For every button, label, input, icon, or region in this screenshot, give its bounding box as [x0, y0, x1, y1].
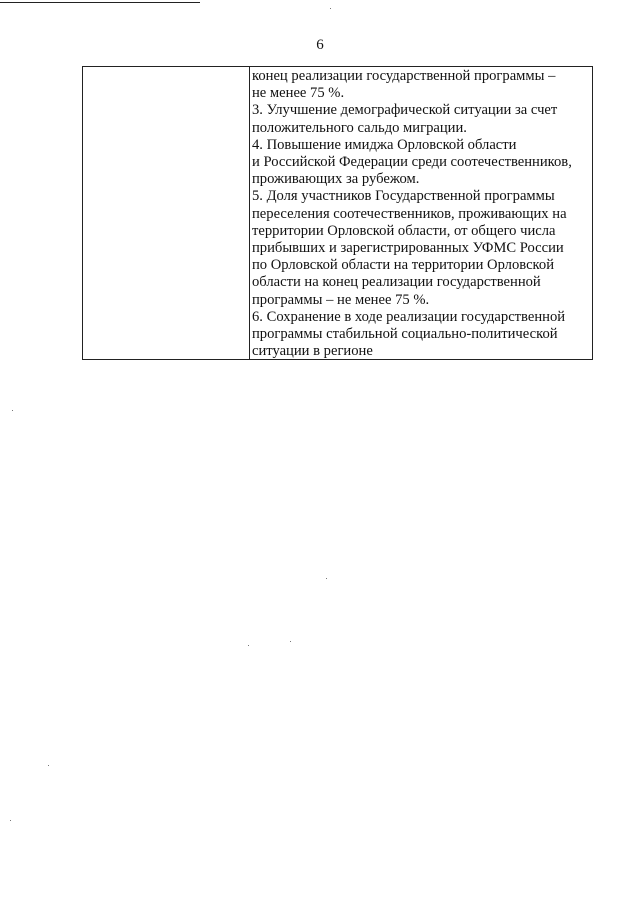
scan-speck	[326, 578, 327, 579]
continuation-table	[82, 66, 593, 360]
text-line: и Российской Федерации среди соотечественников,	[252, 154, 572, 171]
text-line: проживающих за рубежом.	[252, 171, 420, 188]
text-line: 3. Улучшение демографической ситуации за счет	[252, 102, 558, 119]
text-line: положительного сальдо миграции.	[252, 119, 467, 136]
page-number: 6	[316, 37, 324, 53]
text-line: программы – не менее 75 %.	[252, 291, 430, 308]
text-line: области на конец реализации государственной	[252, 274, 541, 291]
text-line: по Орловской области на территории Орловской	[252, 257, 554, 274]
text-line: ситуации в регионе	[252, 343, 373, 360]
text-line: 5. Доля участников Государственной программы	[252, 188, 555, 205]
text-line: 4. Повышение имиджа Орловской области	[252, 136, 517, 153]
text-line: 6. Сохранение в ходе реализации государственной	[252, 308, 566, 325]
text-line: не менее 75 %.	[252, 85, 345, 102]
text-line: программы стабильной социально-политической	[252, 326, 558, 343]
table-right-cell	[250, 67, 592, 359]
text-line: прибывших и зарегистрированных УФМС России	[252, 240, 564, 257]
scan-speck	[12, 410, 13, 411]
scan-speck	[248, 645, 249, 646]
scan-speck	[48, 765, 49, 766]
text-line: территории Орловской области, от общего числа	[252, 222, 556, 239]
scan-speck	[330, 8, 331, 9]
text-line: переселения соотечественников, проживающих на	[252, 205, 567, 222]
header-rule	[0, 2, 200, 3]
scan-speck	[10, 820, 11, 821]
text-line: конец реализации государственной программы –	[252, 68, 556, 84]
table-left-cell	[83, 67, 250, 359]
scan-speck	[290, 641, 291, 642]
